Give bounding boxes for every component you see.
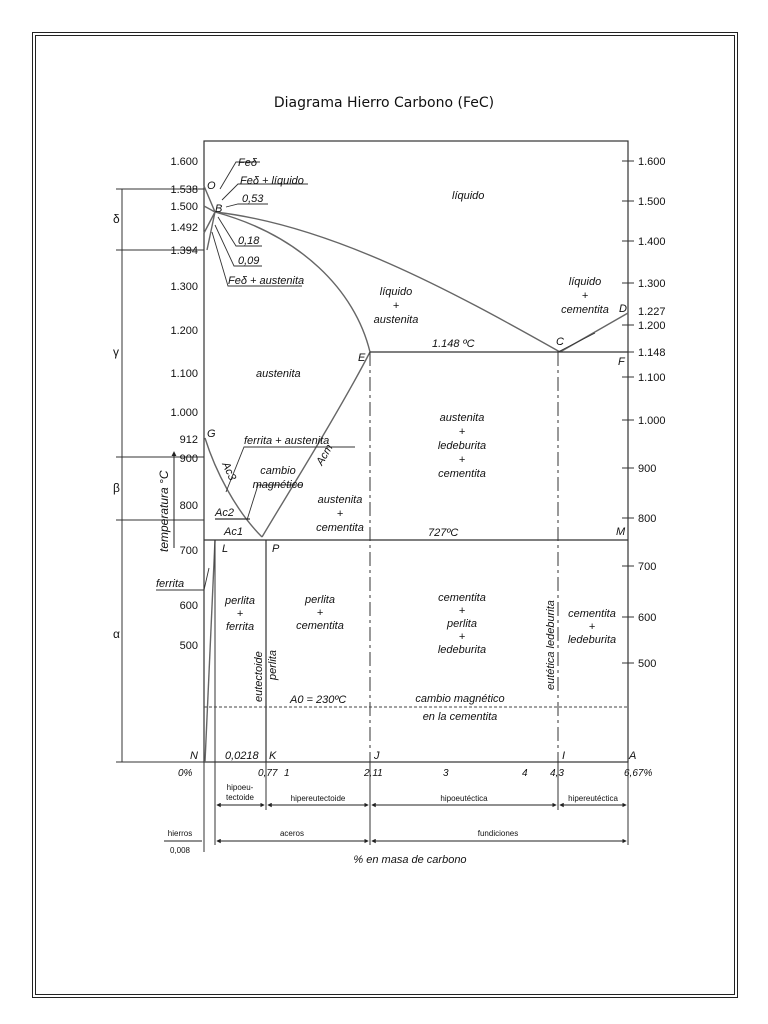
label-austenite-ledeburite-cementite: austenita: [439, 412, 485, 424]
left-tick-label: 1.200: [170, 325, 198, 337]
x-tick-label: 6,67%: [624, 768, 653, 779]
label-009: 0,09: [238, 255, 260, 267]
label-steels: aceros: [279, 829, 305, 838]
label-liquid-austenite: líquido: [379, 286, 413, 298]
label-temp-1148: 1.148 ºC: [432, 338, 475, 350]
label-ferrite: ferrita: [156, 578, 185, 590]
label-hypoeutectoid: hipoeu-: [226, 783, 254, 792]
label-pearlite-ferrite: perlita: [225, 595, 255, 607]
label-pearlite-ferrite: +: [236, 608, 244, 620]
point-e: E: [358, 352, 366, 364]
label-austenite-ledeburite-cementite: cementita: [438, 468, 486, 480]
label-pearlite-cementite: cementita: [296, 620, 344, 632]
label-pearlite-ferrite: ferrita: [225, 621, 255, 633]
point-p: P: [272, 543, 280, 555]
right-tick-label: 1.500: [638, 196, 666, 208]
label-temp-727: 727ºC: [428, 527, 459, 539]
label-cementite-ledeburite: ledeburita: [567, 634, 617, 646]
label-eutectic: eutética ledeburita: [545, 600, 557, 690]
x-tick-label: 2,11: [364, 768, 383, 779]
label-00218: 0,0218: [225, 750, 259, 762]
left-tick-label: 1.600: [170, 156, 198, 168]
point-k: K: [269, 750, 277, 762]
label-cementite-ledeburite: cementita: [568, 608, 616, 620]
label-cementite-pearlite-ledeburite: perlita: [447, 618, 477, 630]
point-o: O: [207, 180, 216, 192]
label-a0: A0 = 230ºC: [290, 694, 347, 706]
label-fe-delta-austenite: Feδ + austenita: [228, 275, 305, 287]
left-tick-label: 1.538: [170, 184, 198, 196]
label-hypoeutectoid: tectoide: [225, 793, 255, 802]
point-f: F: [618, 356, 625, 368]
label-fe-delta: Feδ: [238, 157, 257, 169]
y-axis-label: temperatura °C: [157, 470, 171, 552]
x-tick-label: 3: [443, 768, 449, 779]
left-tick-label: 1.000: [170, 407, 198, 419]
x-tick-label: 4: [522, 768, 528, 779]
point-b: B: [215, 203, 223, 215]
label-magnetic-change: magnético: [252, 479, 304, 491]
right-tick-label: 1.400: [638, 236, 666, 248]
label-eutectoid: eutectoide: [253, 651, 265, 702]
right-tick-label: 700: [638, 561, 657, 573]
point-d: D: [619, 303, 627, 315]
right-tick-label: 900: [638, 463, 657, 475]
right-ticks: [638, 156, 666, 670]
label-austenite-ledeburite-cementite: ledeburita: [437, 440, 487, 452]
leader-lines: [156, 162, 595, 590]
label-irons: hierros: [167, 829, 193, 838]
label-cementite-pearlite-ledeburite: +: [458, 605, 466, 617]
label-austenite-cementite: cementita: [316, 522, 364, 534]
label-liquid-austenite: +: [392, 300, 400, 312]
left-tick-label: 1.100: [170, 368, 198, 380]
point-j: J: [374, 750, 380, 762]
x-tick-label: 0%: [178, 768, 193, 779]
phase-delta: δ: [113, 212, 120, 226]
label-ac3: Ac3: [219, 460, 239, 483]
point-m: M: [616, 526, 626, 538]
label-pearlite-cementite: perlita: [305, 594, 335, 606]
label-liquid-cementite: líquido: [568, 276, 602, 288]
label-hypoeutectic: hipoeutéctica: [440, 794, 488, 803]
label-austenite: austenita: [256, 368, 301, 380]
left-tick-label: 1.300: [170, 281, 198, 293]
right-tick-label: 1.100: [638, 372, 666, 384]
x-tick-label: 1: [284, 768, 290, 779]
label-cementite-pearlite-ledeburite: cementita: [438, 592, 486, 604]
label-magnetic-change: cambio: [260, 465, 296, 477]
label-053: 0,53: [242, 193, 264, 205]
left-tick-label: 500: [179, 640, 198, 652]
point-l: L: [222, 543, 229, 555]
left-tick-label: 900: [179, 453, 198, 465]
label-ferrite-austenite: ferrita + austenita: [244, 435, 330, 447]
label-liquid-cementite: cementita: [561, 304, 609, 316]
phase-gamma: γ: [113, 345, 119, 359]
left-tick-label: 800: [179, 500, 198, 512]
label-018: 0,18: [238, 235, 260, 247]
left-tick-label: 912: [179, 434, 198, 446]
x-axis-label: % en masa de carbono: [353, 854, 467, 866]
right-tick-label: 1.000: [638, 415, 666, 427]
label-eutectoid: perlita: [267, 650, 279, 680]
label-liquid-cementite: +: [581, 290, 589, 302]
left-tick-label: 1.492: [170, 222, 198, 234]
x-tick-label: 4,3: [550, 768, 564, 779]
right-tick-label: 1.227: [638, 306, 666, 318]
delta-lines: [204, 186, 215, 250]
classification-arrows: [164, 805, 626, 841]
label-fe-delta-liquid: Feδ + líquido: [240, 175, 304, 187]
label-austenite-cementite: +: [336, 508, 344, 520]
right-tick-label: 1.148: [638, 347, 666, 359]
label-ac2: Ac2: [215, 507, 234, 519]
label-liquid: líquido: [452, 190, 485, 202]
label-cementite-pearlite-ledeburite: ledeburita: [437, 644, 487, 656]
label-austenite-ledeburite-cementite: +: [458, 454, 466, 466]
x-tick-label: 0,77: [258, 768, 278, 779]
point-n: N: [190, 750, 198, 762]
right-tick-label: 1.600: [638, 156, 666, 168]
point-g: G: [207, 428, 216, 440]
label-cementite-ledeburite: +: [588, 621, 596, 633]
point-i: I: [562, 750, 566, 762]
label-irons-limit: 0,008: [169, 846, 191, 855]
right-tick-label: 800: [638, 513, 657, 525]
classification-labels: [168, 783, 619, 855]
right-tick-label: 500: [638, 658, 657, 670]
phase-alpha: α: [113, 627, 120, 641]
label-ac1: Ac1: [224, 526, 243, 538]
label-hypereutectic: hipereutéctica: [568, 794, 618, 803]
phase-beta: β: [113, 481, 120, 495]
label-cementite-pearlite-ledeburite: +: [458, 631, 466, 643]
left-tick-label: 700: [179, 545, 198, 557]
right-tick-label: 600: [638, 612, 657, 624]
label-hypereutectoid: hipereutectoide: [290, 794, 346, 803]
left-tick-label: 1.500: [170, 201, 198, 213]
region-labels: [156, 157, 616, 762]
label-pearlite-cementite: +: [316, 607, 324, 619]
label-cementite-magnetic: cambio magnético: [415, 693, 505, 705]
left-tick-label: 600: [179, 600, 198, 612]
label-austenite-cementite: austenita: [317, 494, 363, 506]
label-cast-irons: fundiciones: [477, 829, 519, 838]
point-a: A: [629, 750, 637, 762]
x-ticks: [178, 768, 652, 779]
point-c: C: [556, 336, 564, 348]
left-tick-label: 1.394: [170, 245, 198, 257]
label-liquid-austenite: austenita: [373, 314, 419, 326]
right-tick-label: 1.200: [638, 320, 666, 332]
label-cementite-magnetic: en la cementita: [422, 711, 498, 723]
page-title: Diagrama Hierro Carbono (FeC): [273, 95, 495, 111]
label-acm: Acm: [314, 442, 336, 468]
solvus-ferrite: [205, 540, 215, 762]
label-austenite-ledeburite-cementite: +: [458, 426, 466, 438]
right-tick-label: 1.300: [638, 278, 666, 290]
